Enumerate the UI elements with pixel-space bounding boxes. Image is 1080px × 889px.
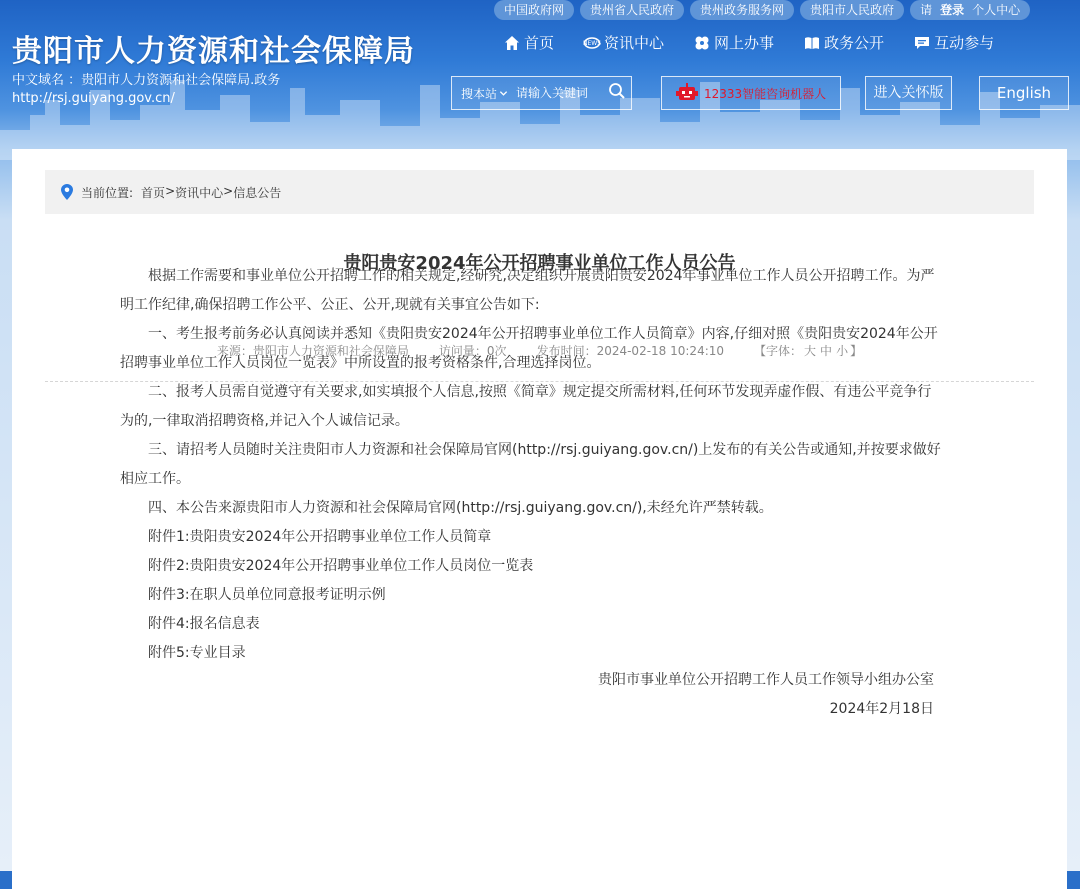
news-icon <box>584 35 600 51</box>
personal-center-link[interactable]: 个人中心 <box>972 3 1021 17</box>
robot-icon <box>676 83 698 103</box>
paragraph: 二、报考人员需自觉遵守有关要求,如实填报个人信息,按照《简章》规定提交所需材料,任何环节发现弄虚作假、有违公平竞争行为的,一律取消招聘资格,并记入个人诚信记录。 <box>120 384 932 429</box>
article-views: 访问量：0次 <box>438 344 507 358</box>
link-guizhou-service[interactable]: 贵州政务服务网 <box>690 0 794 20</box>
please-text: 请 <box>920 3 933 17</box>
attachment-link-4[interactable]: 附件4:报名信息表 <box>148 616 260 632</box>
link-china-gov[interactable]: 中国政府网 <box>494 0 574 20</box>
paragraph: 一、考生报考前务必认真阅读并悉知《贵阳贵安2024年公开招聘事业单位工作人员简章》内容,仔细对照《贵阳贵安2024年公开招聘事业单位工作人员岗位一览表》中所设置的报考资格条件,合理选择岗位。 <box>120 326 938 371</box>
signature-block <box>120 666 934 724</box>
article-title: 贵阳贵安2024年公开招聘事业单位工作人员公告 <box>343 253 736 274</box>
nav-home-label: 首页 <box>524 34 555 52</box>
breadcrumb-prefix: 当前位置: <box>81 185 134 200</box>
nav-interact-label: 互动参与 <box>934 34 995 52</box>
top-links-bar <box>494 0 1030 20</box>
robot-label: 12333智能咨询机器人 <box>704 86 827 101</box>
home-icon <box>504 35 520 51</box>
nav-service[interactable] <box>694 32 774 53</box>
care-mode-button[interactable]: 进入关怀版 <box>865 76 952 110</box>
breadcrumb-notice[interactable]: 信息公告 <box>233 185 282 200</box>
paragraph: 三、请招考人员随时关注贵阳市人力资源和社会保障局官网(http://rsj.guiyang.gov.cn/)上发布的有关公告或通知,并按要求做好相应工作。 <box>120 442 941 487</box>
paragraph: 根据工作需要和事业单位公开招聘工作的相关规定,经研究,决定组织开展贵阳贵安2024年事业单位工作人员公开招聘工作。为严明工作纪律,确保招聘工作公平、公正、公开,现就有关事宜公告如下: <box>120 268 935 313</box>
search-button[interactable] <box>608 82 626 104</box>
breadcrumb <box>45 170 1034 214</box>
nav-public-label: 政务公开 <box>824 34 885 52</box>
link-guiyang-gov[interactable]: 贵阳市人民政府 <box>800 0 904 20</box>
breadcrumb-home[interactable]: 首页 <box>141 185 166 200</box>
search-box <box>451 76 632 110</box>
signature-org: 贵阳市事业单位公开招聘工作人员工作领导小组办公室 <box>598 672 934 688</box>
chat-icon <box>914 35 930 51</box>
font-size-label: 【字体： <box>754 344 803 358</box>
english-button[interactable]: English <box>979 76 1069 110</box>
nav-service-label: 网上办事 <box>714 34 775 52</box>
site-domain <box>12 72 280 108</box>
svg-text:NEWS: NEWS <box>583 39 602 47</box>
font-size-medium[interactable]: 中 <box>820 344 833 358</box>
login-link[interactable]: 登录 <box>940 3 965 17</box>
nav-home[interactable] <box>504 32 554 53</box>
article-body <box>120 262 942 668</box>
search-icon <box>608 82 626 100</box>
font-size-end: 】 <box>850 344 863 358</box>
nav-public[interactable] <box>804 32 884 53</box>
nav-interact[interactable] <box>914 32 994 53</box>
user-box <box>910 0 1030 20</box>
search-scope-label: 搜本站 <box>461 86 498 101</box>
search-scope-select[interactable] <box>452 85 508 102</box>
nav-news-label: 资讯中心 <box>604 34 665 52</box>
service-icon <box>694 35 710 51</box>
attachment-link-1[interactable]: 附件1:贵阳贵安2024年公开招聘事业单位工作人员简章 <box>148 529 492 545</box>
breadcrumb-news[interactable]: 资讯中心 <box>175 185 224 200</box>
font-size-large[interactable]: 大 <box>804 344 817 358</box>
breadcrumb-separator: > <box>165 183 176 198</box>
book-icon <box>804 35 820 51</box>
domain-label: 中文域名 ：贵阳市人力资源和社会保障局.政务 <box>12 73 281 88</box>
attachment-link-5[interactable]: 附件5:专业目录 <box>148 645 246 661</box>
paragraph: 四、本公告来源贵阳市人力资源和社会保障局官网(http://rsj.guiyang.gov.cn/),未经允许严禁转载。 <box>148 500 773 516</box>
breadcrumb-separator: > <box>223 183 234 198</box>
site-url[interactable]: http://rsj.guiyang.gov.cn/ <box>12 91 175 106</box>
search-input[interactable] <box>516 86 604 100</box>
robot-assistant-button[interactable] <box>661 76 841 110</box>
signature-date: 2024年2月18日 <box>829 701 934 717</box>
main-nav <box>504 32 994 53</box>
attachment-link-2[interactable]: 附件2:贵阳贵安2024年公开招聘事业单位工作人员岗位一览表 <box>148 558 534 574</box>
nav-news[interactable] <box>584 32 664 53</box>
attachment-link-3[interactable]: 附件3:在职人员单位同意报考证明示例 <box>148 587 386 603</box>
article-source: 来源：贵阳市人力资源和社会保障局 <box>216 344 409 358</box>
site-title[interactable]: 贵阳市人力资源和社会保障局 <box>12 34 415 69</box>
location-pin-icon <box>61 184 73 200</box>
font-size-small[interactable]: 小 <box>836 344 849 358</box>
article-published: 发布时间：2024-02-18 10:24:10 <box>536 344 725 358</box>
link-guizhou-gov[interactable]: 贵州省人民政府 <box>580 0 684 20</box>
chevron-down-icon <box>499 89 508 98</box>
